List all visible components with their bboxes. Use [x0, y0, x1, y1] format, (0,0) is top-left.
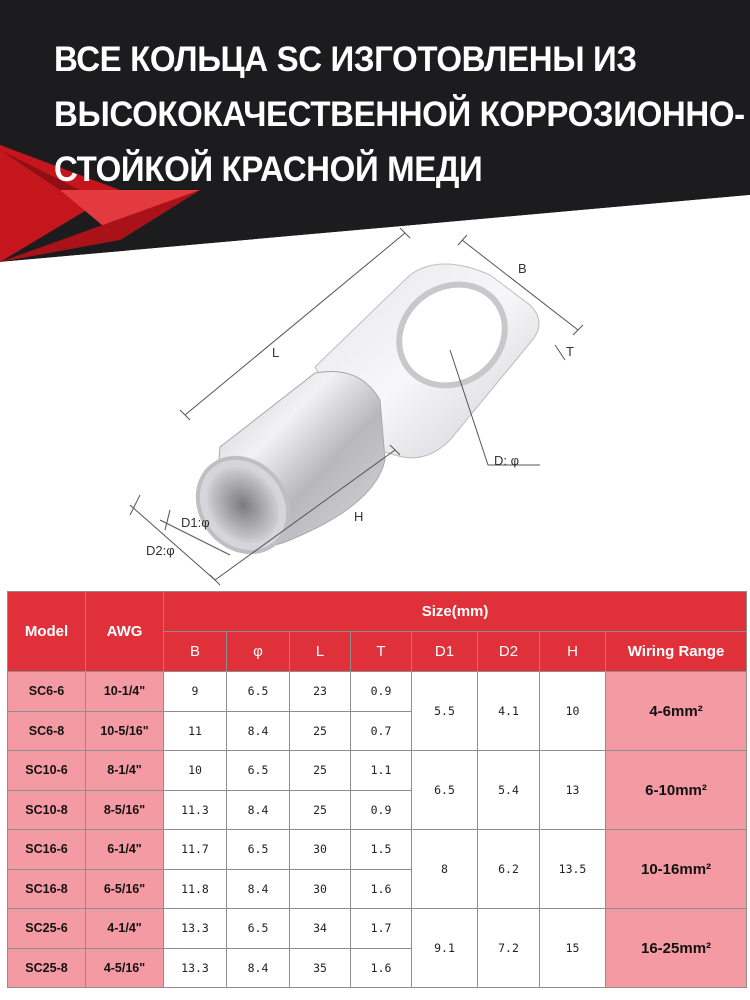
cell-l: 25 [290, 711, 351, 751]
header-b: B [164, 632, 227, 672]
cell-h: 10 [540, 672, 606, 751]
spec-table [7, 591, 747, 988]
cell-model: SC16-8 [8, 869, 86, 909]
cell-h: 13.5 [540, 830, 606, 909]
terminal-barrel [179, 372, 385, 571]
cell-d2: 6.2 [478, 830, 540, 909]
cell-phi: 6.5 [227, 751, 290, 791]
table-row [8, 830, 747, 870]
cell-h: 13 [540, 751, 606, 830]
cell-phi: 8.4 [227, 948, 290, 988]
cell-t: 0.9 [351, 790, 412, 830]
cell-b: 11.3 [164, 790, 227, 830]
dim-label-d: D: φ [494, 453, 520, 468]
cell-model: SC25-8 [8, 948, 86, 988]
cell-l: 34 [290, 909, 351, 949]
cell-phi: 6.5 [227, 672, 290, 712]
ring-terminal-illustration [0, 215, 750, 595]
dim-label-h: H [354, 509, 364, 524]
cell-awg: 4-1/4" [86, 909, 164, 949]
header-awg: AWG [86, 592, 164, 672]
header-d1: D1 [412, 632, 478, 672]
cell-wiring-range: 10-16mm² [606, 830, 747, 909]
cell-d1: 6.5 [412, 751, 478, 830]
dim-label-d2: D2:φ [146, 543, 175, 558]
cell-d2: 7.2 [478, 909, 540, 988]
cell-d1: 9.1 [412, 909, 478, 988]
cell-l: 25 [290, 751, 351, 791]
cell-phi: 8.4 [227, 869, 290, 909]
cell-b: 13.3 [164, 948, 227, 988]
cell-wiring-range: 6-10mm² [606, 751, 747, 830]
cell-t: 1.7 [351, 909, 412, 949]
dim-label-l: L [272, 345, 280, 360]
headline-line-1: ВСЕ КОЛЬЦА SC ИЗГОТОВЛЕНЫ ИЗ [54, 39, 637, 79]
cell-l: 25 [290, 790, 351, 830]
cell-t: 1.5 [351, 830, 412, 870]
cell-awg: 6-1/4" [86, 830, 164, 870]
cell-model: SC6-6 [8, 672, 86, 712]
cell-awg: 10-5/16" [86, 711, 164, 751]
cell-l: 30 [290, 869, 351, 909]
headline-line-3: СТОЙКОЙ КРАСНОЙ МЕДИ [54, 149, 483, 189]
cell-l: 35 [290, 948, 351, 988]
cell-b: 9 [164, 672, 227, 712]
cell-t: 1.1 [351, 751, 412, 791]
header-model: Model [8, 592, 86, 672]
header-wiring-range: Wiring Range [606, 632, 747, 672]
dim-label-d1: D1:φ [181, 515, 210, 530]
cell-b: 13.3 [164, 909, 227, 949]
cell-h: 15 [540, 909, 606, 988]
cell-phi: 6.5 [227, 830, 290, 870]
cell-model: SC10-6 [8, 751, 86, 791]
table-row [8, 751, 747, 791]
cell-awg: 6-5/16" [86, 869, 164, 909]
cell-awg: 8-1/4" [86, 751, 164, 791]
cell-b: 11.7 [164, 830, 227, 870]
cell-d1: 5.5 [412, 672, 478, 751]
cell-d1: 8 [412, 830, 478, 909]
headline [54, 32, 745, 197]
cell-awg: 8-5/16" [86, 790, 164, 830]
cell-wiring-range: 16-25mm² [606, 909, 747, 988]
cell-model: SC25-6 [8, 909, 86, 949]
cell-l: 23 [290, 672, 351, 712]
cell-d2: 5.4 [478, 751, 540, 830]
cell-model: SC16-6 [8, 830, 86, 870]
cell-l: 30 [290, 830, 351, 870]
product-drawing [0, 215, 750, 595]
header-l: L [290, 632, 351, 672]
cell-model: SC10-8 [8, 790, 86, 830]
cell-t: 1.6 [351, 948, 412, 988]
cell-t: 0.7 [351, 711, 412, 751]
header-t: T [351, 632, 412, 672]
cell-model: SC6-8 [8, 711, 86, 751]
cell-wiring-range: 4-6mm² [606, 672, 747, 751]
cell-phi: 6.5 [227, 909, 290, 949]
header-size: Size(mm) [164, 592, 747, 632]
cell-awg: 10-1/4" [86, 672, 164, 712]
cell-b: 10 [164, 751, 227, 791]
cell-phi: 8.4 [227, 711, 290, 751]
dim-label-b: B [518, 261, 527, 276]
header-phi: φ [227, 632, 290, 672]
header-d2: D2 [478, 632, 540, 672]
cell-t: 0.9 [351, 672, 412, 712]
cell-b: 11.8 [164, 869, 227, 909]
headline-line-2: ВЫСОКОКАЧЕСТВЕННОЙ КОРРОЗИОННО- [54, 94, 745, 134]
cell-phi: 8.4 [227, 790, 290, 830]
cell-d2: 4.1 [478, 672, 540, 751]
cell-b: 11 [164, 711, 227, 751]
header-h: H [540, 632, 606, 672]
cell-awg: 4-5/16" [86, 948, 164, 988]
dim-label-t: T [566, 344, 574, 359]
cell-t: 1.6 [351, 869, 412, 909]
table-header-row-1 [8, 592, 747, 632]
table-row [8, 672, 747, 712]
table-row [8, 909, 747, 949]
